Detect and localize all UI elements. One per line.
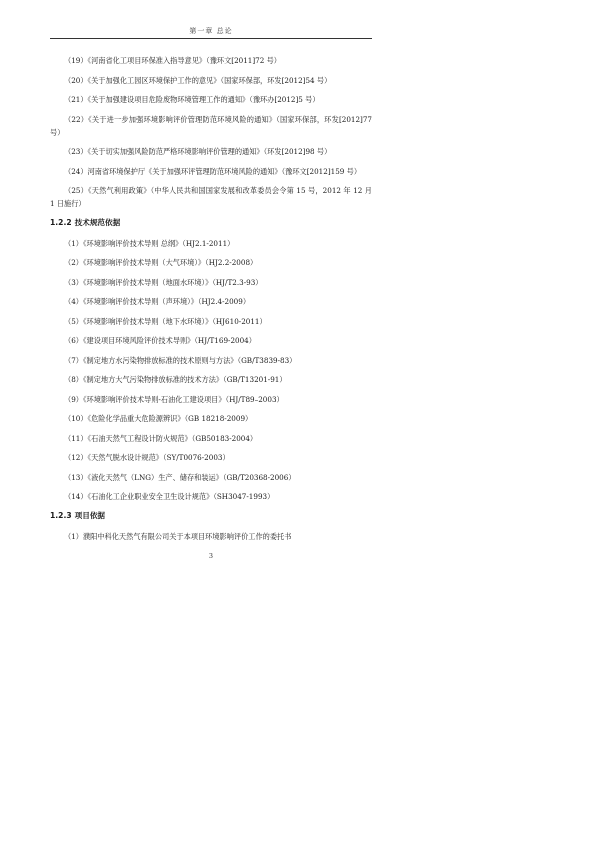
list-item: （7）《制定地方水污染物排放标准的技术原则与方法》（GB/T3839-83） [64,355,297,365]
list-item: （2）《环境影响评价技术导则（大气环境）》（HJ2.2-2008） [64,258,258,267]
section-title: 技术规范依据 [74,217,121,227]
list-item: （11）《石油天然气工程设计防火规范》（GB50183-2004） [64,433,258,443]
list-item: （22）《关于进一步加强环境影响评价管理防范环境风险的通知》（国家环保部，环发[2012]77 号） [50,114,372,137]
list-item: （13）《液化天然气（LNG）生产、储存和装运》（GB/T20368-2006） [64,472,296,482]
section-number: 1.2.2 [50,217,72,227]
list-item: （25）《天然气利用政策》（中华人民共和国国家发展和改革委员会令第 15 号，2012 年 12 月 1 日施行） [50,186,372,208]
list-item: （24）河南省环境保护厅《关于加强环评管理防范环境风险的通知》（豫环文[2012]159 号） [64,166,362,176]
section-heading-technical [50,217,372,229]
list-item: （1）《环境影响评价技术导则 总纲》（HJ2.1-2011） [64,238,235,248]
list-item: （23）《关于切实加强风险防范严格环境影响评价管理的通知》（环发[2012]98 号） [64,147,332,156]
list-item: （8）《制定地方大气污染物排放标准的技术方法》（GB/T13201-91） [64,375,287,384]
list-item: （9）《环境影响评价技术导则-石油化工建设项目》（HJ/T89–2003） [64,394,284,404]
list-item: （21）《关于加强建设项目危险废物环境管理工作的通知》（豫环办[2012]5 号） [64,95,320,104]
list-item: （19）《河南省化工项目环保准入指导意见》（豫环文[2011]72 号） [64,56,281,65]
section-title: 项目依据 [74,510,106,520]
list-item: （20）《关于加强化工园区环境保护工作的意见》（国家环保部，环发[2012]54 号） [64,75,332,85]
page-content [50,54,372,549]
list-item: （5）《环境影响评价技术导则（地下水环境）》（HJ610-2011） [64,316,267,326]
list-item: （14）《石油化工企业职业安全卫生设计规范》（SH3047-1993） [64,492,275,501]
header-rule [50,38,372,39]
list-item: （6）《建设项目环境风险评价技术导则》（HJ/T169-2004） [64,336,256,345]
section-number: 1.2.3 [50,510,72,520]
page-number: 3 [208,552,214,560]
list-item: （12）《天然气脱水设计规范》（SY/T0076-2003） [64,453,230,462]
list-item: （10）《危险化学品重大危险源辨识》（GB 18218-2009） [64,414,253,423]
running-header: 第一章 总论 [189,27,233,35]
list-item: （3）《环境影响评价技术导则（地面水环境）》（HJ/T2.3-93） [64,277,263,287]
technical-list [50,237,372,504]
regulations-list [50,54,372,210]
section-heading-project [50,510,372,522]
project-list [50,530,372,543]
list-item: （1）濮阳中科化天然气有限公司关于本项目环境影响评价工作的委托书 [64,531,292,541]
list-item: （4）《环境影响评价技术导则（声环境）》（HJ2.4-2009） [64,297,251,306]
